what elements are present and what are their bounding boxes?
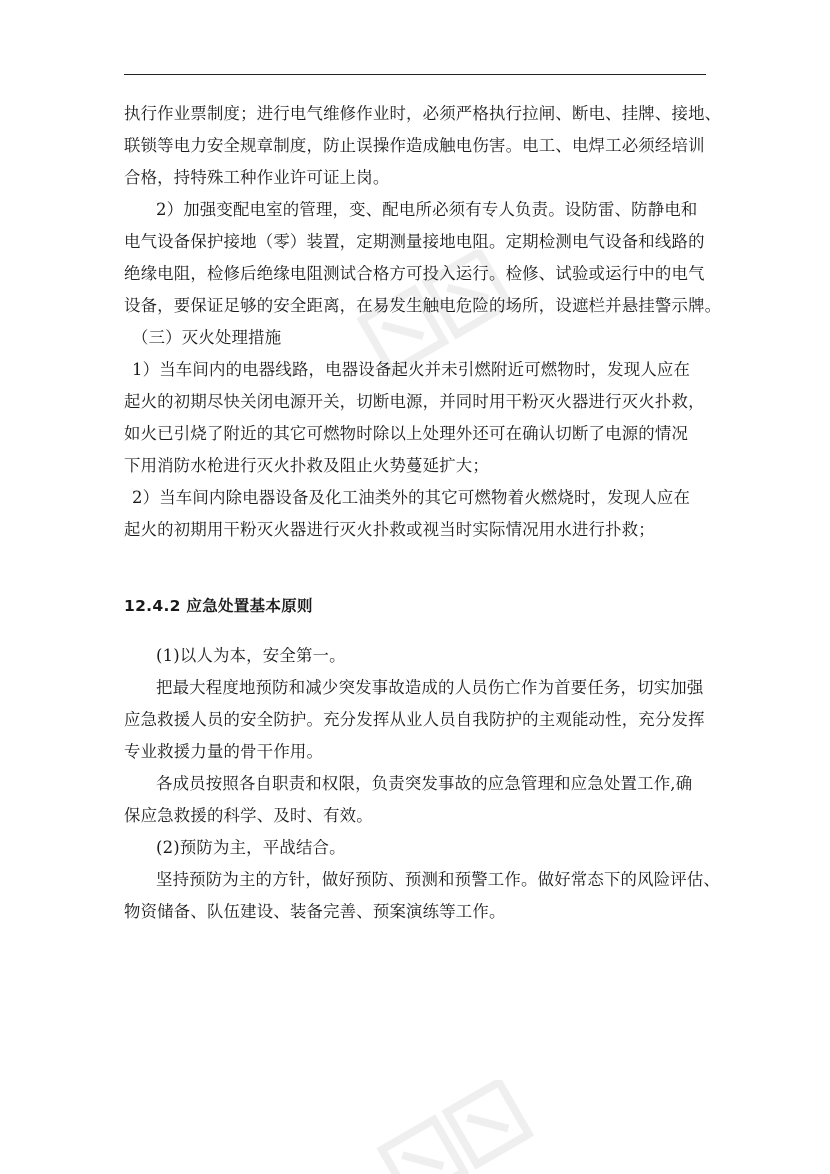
text-line: 坚持预防为主的方针，做好预防、预测和预警工作。做好常态下的风险评估、 xyxy=(156,870,721,889)
text-line: 设备，要保证足够的安全距离，在易发生触电危险的场所，设遮栏并悬挂警示牌。 xyxy=(124,296,722,315)
text-line: 把最大程度地预防和减少突发事故造成的人员伤亡作为首要任务，切实加强 xyxy=(156,678,704,697)
text-line: 合格，持特殊工种作业许可证上岗。 xyxy=(124,168,390,187)
text-line: 各成员按照各自职责和权限，负责突发事故的应急管理和应急处置工作,确 xyxy=(156,774,693,793)
subsection-title: （三）灭火处理措施 xyxy=(132,328,282,347)
text-line: 电气设备保护接地（零）装置，定期测量接地电阻。定期检测电气设备和线路的 xyxy=(124,232,705,251)
text-line: 物资储备、队伍建设、装备完善、预案演练等工作。 xyxy=(124,902,506,921)
text-line: 专业救援力量的骨干作用。 xyxy=(124,742,324,761)
text-line: 起火的初期尽快关闭电源开关，切断电源，并同时用干粉灭火器进行灭火扑救， xyxy=(124,392,705,411)
text-line: 联锁等电力安全规章制度，防止误操作造成触电伤害。电工、电焊工必须经培训 xyxy=(124,136,705,155)
text-line: 2）当车间内除电器设备及化工油类外的其它可燃物着火燃烧时，发现人应在 xyxy=(132,488,691,507)
header-rule xyxy=(124,74,706,75)
text-line: 保应急救援的科学、及时、有效。 xyxy=(124,806,373,825)
principle-title: (1)以人为本，安全第一。 xyxy=(156,646,346,665)
text-line: 绝缘电阻，检修后绝缘电阻测试合格方可投入运行。检修、试验或运行中的电气 xyxy=(124,264,705,283)
text-line: 如火已引烧了附近的其它可燃物时除以上处理外还可在确认切断了电源的情况 xyxy=(124,424,689,443)
section-heading: 12.4.2 应急处置基本原则 xyxy=(124,597,313,615)
watermark-logo-icon xyxy=(370,1080,550,1174)
text-line: 下用消防水枪进行灭火扑救及阻止火势蔓延扩大； xyxy=(124,456,489,475)
principle-title: (2)预防为主，平战结合。 xyxy=(156,838,346,857)
text-line: 起火的初期用干粉灭火器进行灭火扑救或视当时实际情况用水进行扑救； xyxy=(124,520,655,539)
text-line: 1）当车间内的电器线路，电器设备起火并未引燃附近可燃物时，发现人应在 xyxy=(132,360,691,379)
text-line: 应急救援人员的安全防护。充分发挥从业人员自我防护的主观能动性，充分发挥 xyxy=(124,710,705,729)
text-line: 执行作业票制度；进行电气维修作业时，必须严格执行拉闸、断电、挂牌、接地、 xyxy=(124,104,722,123)
text-line: 2）加强变配电室的管理，变、配电所必须有专人负责。设防雷、防静电和 xyxy=(156,200,698,219)
body-text xyxy=(124,98,722,928)
